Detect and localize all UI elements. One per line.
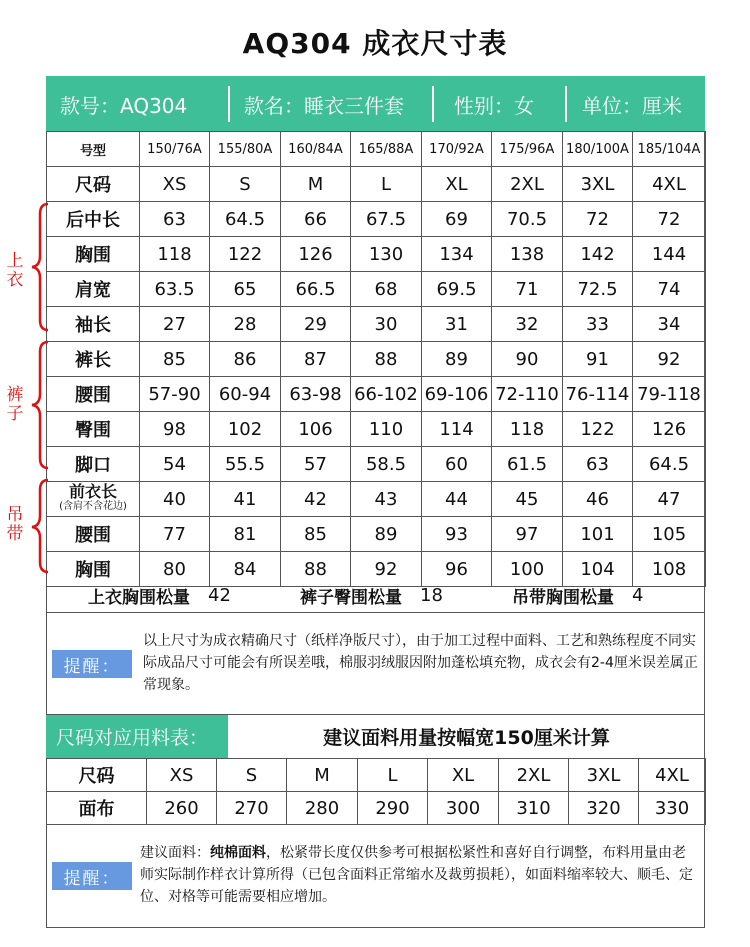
- table-row: [47, 482, 706, 517]
- table-cell: 85: [140, 342, 210, 377]
- allowance-top-value: 42: [208, 584, 231, 606]
- style-number: 款号：AQ304: [60, 93, 188, 118]
- group-label-pants: 裤子: [6, 385, 24, 424]
- table-cell: 114: [422, 412, 492, 447]
- table-cell: 96: [422, 552, 492, 587]
- table-cell: 42: [281, 482, 351, 517]
- table-cell: 60: [422, 447, 492, 482]
- table-cell: 41: [210, 482, 281, 517]
- fabric-size-cell: M: [287, 759, 358, 792]
- table-cell: 31: [422, 307, 492, 342]
- size-cell: S: [210, 167, 281, 202]
- table-cell: 64.5: [210, 202, 281, 237]
- table-cell: 144: [633, 237, 706, 272]
- fabric-bar-label: 尺码对应用料表：: [46, 715, 228, 758]
- fabric-size-cell: 3XL: [569, 759, 639, 792]
- unit: 单位：厘米: [582, 93, 682, 118]
- table-cell: 72.5: [563, 272, 633, 307]
- row-label: 后中长: [47, 202, 140, 237]
- reminder-badge: 提醒：: [52, 650, 132, 678]
- size-table: [46, 131, 706, 587]
- table-cell: 106: [281, 412, 351, 447]
- table-cell: 130: [351, 237, 422, 272]
- table-row: [47, 517, 706, 552]
- table-row: [47, 307, 706, 342]
- table-cell: 142: [563, 237, 633, 272]
- model-cell: 180/100A: [563, 132, 633, 167]
- size-cell: M: [281, 167, 351, 202]
- row-label: 胸围: [47, 552, 140, 587]
- fabric-reminder-body: ，松紧带长度仅供参考可根据松紧性和喜好自行调整，布料用量由老师实际制作样衣计算所得（已包含面料正常缩水及裁剪损耗），如面料缩率较大、顺毛、定位、对格等可能需要相应增加。: [140, 845, 693, 905]
- header-separator: [565, 86, 567, 122]
- table-cell: 98: [140, 412, 210, 447]
- table-cell: 118: [492, 412, 563, 447]
- row-label: 裤长: [47, 342, 140, 377]
- fabric-size-cell: S: [217, 759, 287, 792]
- table-cell: 68: [351, 272, 422, 307]
- table-cell: 64.5: [633, 447, 706, 482]
- row-label-main: 前衣长: [68, 482, 117, 501]
- fabric-size-cell: 2XL: [499, 759, 569, 792]
- allowance-camisole-value: 4: [632, 584, 644, 606]
- table-cell: 80: [140, 552, 210, 587]
- table-cell: 40: [140, 482, 210, 517]
- table-cell: 43: [351, 482, 422, 517]
- row-label: 腰围: [47, 377, 140, 412]
- allowance-pants: [300, 578, 443, 612]
- model-cell: 175/96A: [492, 132, 563, 167]
- fabric-reminder-prefix: 建议面料：: [140, 845, 210, 861]
- table-cell: 32: [492, 307, 563, 342]
- table-cell: 100: [492, 552, 563, 587]
- table-cell: 30: [351, 307, 422, 342]
- table-cell: 88: [281, 552, 351, 587]
- table-cell: 90: [492, 342, 563, 377]
- table-cell: 84: [210, 552, 281, 587]
- table-cell: 63-98: [281, 377, 351, 412]
- table-cell: 72-110: [492, 377, 563, 412]
- size-header-label: 尺码: [47, 167, 140, 202]
- table-cell: 63: [563, 447, 633, 482]
- table-cell: 89: [422, 342, 492, 377]
- fabric-amount-cell: 300: [428, 792, 499, 825]
- table-cell: 54: [140, 447, 210, 482]
- table-cell: 79-118: [633, 377, 706, 412]
- reminder-badge: 提醒：: [52, 862, 132, 890]
- table-cell: 102: [210, 412, 281, 447]
- model-cell: 160/84A: [281, 132, 351, 167]
- size-cell: L: [351, 167, 422, 202]
- model-row: [47, 132, 706, 167]
- table-row: [47, 377, 706, 412]
- brace-camisole-icon: [28, 476, 50, 576]
- table-cell: 72: [633, 202, 706, 237]
- table-cell: 77: [140, 517, 210, 552]
- table-cell: 63: [140, 202, 210, 237]
- table-cell: 57-90: [140, 377, 210, 412]
- table-row: [47, 412, 706, 447]
- table-row: [47, 202, 706, 237]
- model-cell: 185/104A: [633, 132, 706, 167]
- row-label: 胸围: [47, 237, 140, 272]
- table-cell: 122: [563, 412, 633, 447]
- table-cell: 70.5: [492, 202, 563, 237]
- table-cell: 138: [492, 237, 563, 272]
- table-cell: 61.5: [492, 447, 563, 482]
- fabric-size-row: [47, 759, 706, 792]
- fabric-size-cell: L: [358, 759, 428, 792]
- fabric-table: [46, 758, 706, 825]
- group-label-top: 上衣: [6, 251, 24, 290]
- fabric-size-cell: XL: [428, 759, 499, 792]
- row-label: 脚口: [47, 447, 140, 482]
- fabric-title: 建议面料用量按幅宽150厘米计算: [323, 727, 610, 749]
- allowance-top: [88, 578, 231, 612]
- size-cell: 4XL: [633, 167, 706, 202]
- allowance-camisole-label: 吊带胸围松量: [512, 587, 614, 608]
- header-separator: [228, 86, 230, 122]
- fabric-size-cell: XS: [147, 759, 217, 792]
- brace-top-icon: [28, 200, 50, 334]
- model-cell: 150/76A: [140, 132, 210, 167]
- fabric-size-label: 尺码: [47, 759, 147, 792]
- table-cell: 81: [210, 517, 281, 552]
- table-cell: 66: [281, 202, 351, 237]
- fabric-amount-row: [47, 792, 706, 825]
- gender: 性别：女: [454, 93, 534, 118]
- model-header-label: 号型: [47, 132, 140, 167]
- fabric-reminder-bold: 纯棉面料: [210, 845, 266, 861]
- fabric-amount-cell: 280: [287, 792, 358, 825]
- table-cell: 122: [210, 237, 281, 272]
- table-cell: 66.5: [281, 272, 351, 307]
- table-cell: 76-114: [563, 377, 633, 412]
- table-cell: 67.5: [351, 202, 422, 237]
- table-row: [47, 342, 706, 377]
- header-separator: [432, 86, 434, 122]
- size-cell: XS: [140, 167, 210, 202]
- table-cell: 87: [281, 342, 351, 377]
- fabric-amount-label: 面布: [47, 792, 147, 825]
- table-cell: 86: [210, 342, 281, 377]
- table-cell: 63.5: [140, 272, 210, 307]
- size-cell: XL: [422, 167, 492, 202]
- table-cell: 33: [563, 307, 633, 342]
- brace-pants-icon: [28, 338, 50, 472]
- table-cell: 92: [351, 552, 422, 587]
- table-row: [47, 447, 706, 482]
- allowance-camisole: [512, 578, 643, 612]
- table-row: [47, 237, 706, 272]
- allowance-top-label: 上衣胸围松量: [88, 587, 190, 608]
- table-cell: 28: [210, 307, 281, 342]
- table-cell: 47: [633, 482, 706, 517]
- table-cell: 97: [492, 517, 563, 552]
- row-label: 腰围: [47, 517, 140, 552]
- style-name: 款名：睡衣三件套: [244, 93, 404, 118]
- row-label: 肩宽: [47, 272, 140, 307]
- fabric-amount-cell: 290: [358, 792, 428, 825]
- table-cell: 110: [351, 412, 422, 447]
- table-cell: 69.5: [422, 272, 492, 307]
- table-cell: 27: [140, 307, 210, 342]
- table-cell: 104: [563, 552, 633, 587]
- table-cell: 34: [633, 307, 706, 342]
- fabric-amount-cell: 260: [147, 792, 217, 825]
- page-title: AQ304 成衣尺寸表: [242, 27, 508, 60]
- reminder-text: 以上尺寸为成衣精确尺寸（纸样净版尺寸），由于加工过程中面料、工艺和熟练程度不同实际成品尺寸可能会有所误差哦，棉服羽绒服因附加蓬松填充物，成衣会有2-4厘米误差属正常现象。: [143, 633, 698, 693]
- table-cell: 134: [422, 237, 492, 272]
- table-cell: 66-102: [351, 377, 422, 412]
- table-cell: 57: [281, 447, 351, 482]
- table-cell: 74: [633, 272, 706, 307]
- table-cell: 126: [281, 237, 351, 272]
- table-cell: 58.5: [351, 447, 422, 482]
- table-cell: 85: [281, 517, 351, 552]
- table-cell: 89: [351, 517, 422, 552]
- row-label-note: (含肩不含花边): [59, 501, 127, 512]
- row-label: [47, 482, 140, 517]
- row-label: 臀围: [47, 412, 140, 447]
- size-row: [47, 167, 706, 202]
- model-cell: 165/88A: [351, 132, 422, 167]
- fabric-amount-cell: 270: [217, 792, 287, 825]
- table-cell: 72: [563, 202, 633, 237]
- table-cell: 93: [422, 517, 492, 552]
- fabric-reminder-text: [140, 842, 698, 908]
- table-cell: 101: [563, 517, 633, 552]
- row-label: 袖长: [47, 307, 140, 342]
- table-row: [47, 272, 706, 307]
- table-cell: 126: [633, 412, 706, 447]
- table-cell: 108: [633, 552, 706, 587]
- fabric-amount-cell: 310: [499, 792, 569, 825]
- table-cell: 91: [563, 342, 633, 377]
- fabric-size-cell: 4XL: [639, 759, 706, 792]
- group-label-camisole: 吊带: [6, 505, 24, 544]
- table-cell: 92: [633, 342, 706, 377]
- divider: [46, 612, 705, 613]
- model-cell: 170/92A: [422, 132, 492, 167]
- table-cell: 65: [210, 272, 281, 307]
- table-cell: 60-94: [210, 377, 281, 412]
- allowance-pants-value: 18: [420, 584, 443, 606]
- size-cell: 3XL: [563, 167, 633, 202]
- table-cell: 105: [633, 517, 706, 552]
- table-cell: 44: [422, 482, 492, 517]
- size-cell: 2XL: [492, 167, 563, 202]
- table-cell: 46: [563, 482, 633, 517]
- table-cell: 118: [140, 237, 210, 272]
- table-cell: 29: [281, 307, 351, 342]
- fabric-amount-cell: 320: [569, 792, 639, 825]
- table-cell: 88: [351, 342, 422, 377]
- allowance-pants-label: 裤子臀围松量: [300, 587, 402, 608]
- table-cell: 45: [492, 482, 563, 517]
- model-cell: 155/80A: [210, 132, 281, 167]
- table-cell: 55.5: [210, 447, 281, 482]
- table-cell: 69-106: [422, 377, 492, 412]
- table-cell: 71: [492, 272, 563, 307]
- table-cell: 69: [422, 202, 492, 237]
- fabric-amount-cell: 330: [639, 792, 706, 825]
